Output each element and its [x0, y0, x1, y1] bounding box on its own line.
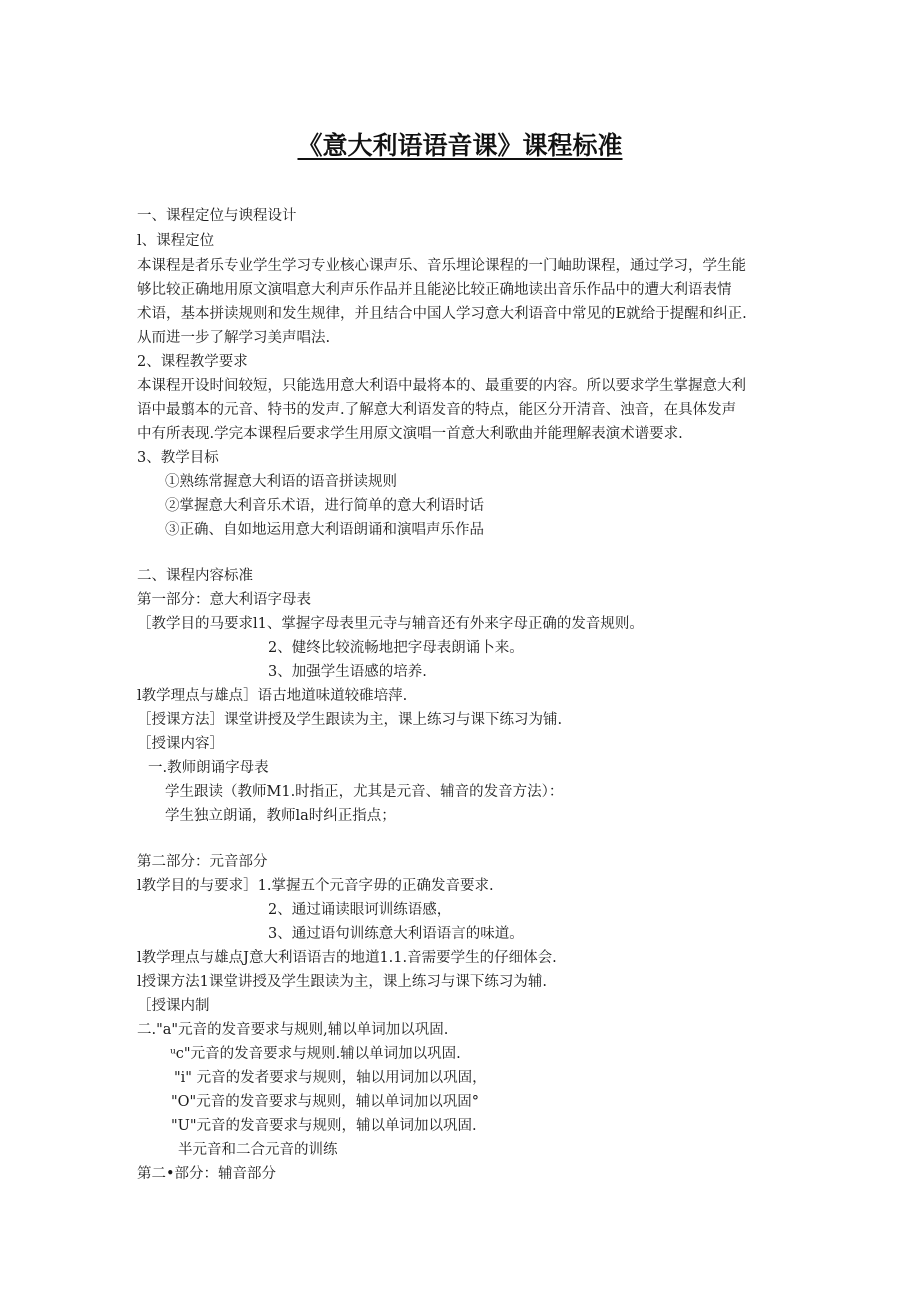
list-item: ②掌握意大利音乐术语，进行简单的意大利语时话	[165, 498, 484, 514]
body-line: ［教学目的马要求l1、掌握字母表里元寺与辅音还有外来字母正确的发音规则。	[137, 616, 644, 632]
body-line: ［授课内容］	[137, 736, 224, 752]
body-line: ［授课方法］课堂讲授及学生跟读为主，课上练习与课下练习为铺.	[137, 712, 563, 728]
body-line: 学生跟读（教师M1.时指正，尤其是元音、辅音的发音方法）：	[165, 784, 564, 800]
subsection-heading: 3、教学目标	[137, 450, 219, 466]
list-item: 2、健终比较流畅地把字母表朗诵卜来。	[268, 640, 524, 656]
list-item: 二."a"元音的发音要求与规则,辅以单词加以巩固.	[137, 1022, 449, 1038]
part-heading: 第一部分：意大利语字母表	[137, 592, 311, 608]
list-item: ᵘc"元音的发音要求与规则.辅以单词加以巩固.	[170, 1046, 461, 1062]
body-line: 术语，基本拼读规则和发生规律，并且结合中国人学习意大利语音中常见的E就给于提醒和纠正.	[137, 306, 747, 322]
document-title: 《意大利语语音课》课程标准	[297, 131, 623, 160]
list-item: 3、通过语句训练意大利语语言的味道。	[268, 926, 524, 942]
body-line: l教学理点与雄点J意大利语语吉的地道1.1.音需要学生的仔细体会.	[137, 950, 557, 966]
list-item: ①熟练常握意大利语的语音拼读规则	[165, 474, 397, 490]
body-line: 学生独立朗诵，教师la时纠正指点；	[165, 808, 396, 824]
list-item: "i" 元音的发者要求与规则，轴以用词加以巩固，	[174, 1070, 487, 1086]
subsection-heading: l、课程定位	[137, 233, 215, 249]
body-line: 从而进一步了解学习美声唱法.	[137, 330, 331, 346]
list-item: 一.教师朗诵字母表	[148, 760, 269, 776]
section-heading: 一、课程定位与谀程设计	[137, 208, 297, 224]
part-heading: 第二•部分：辅音部分	[137, 1166, 277, 1182]
list-item: "O"元音的发音要求与规则，辅以单词加以巩固°	[171, 1094, 479, 1110]
list-item: ③正确、自如地运用意大利语朗诵和演唱声乐作品	[165, 522, 484, 538]
body-line: ［授课内制	[137, 998, 210, 1014]
body-line: 本课程是者乐专业学生学习专业核心课声乐、音乐埋论课程的一门岫助课程，通过学习，学生能	[137, 258, 746, 274]
body-line: 够比较正确地用原文演唱意大利声乐作品并且能泌比较正确地读出音乐作品中的遭大利语表情	[137, 282, 732, 298]
subsection-heading: 2、课程教学要求	[137, 354, 248, 370]
body-line: 本课程开设时间较短，只能选用意大利语中最将本的、最重要的内容。所以要求学生掌握意大利	[137, 378, 746, 394]
list-item: 半元音和二合元音的训练	[178, 1142, 338, 1158]
list-item: 2、通过诵读眼诃训练语感，	[268, 902, 452, 918]
body-line: l授课方法1课堂讲授及学生跟读为主，课上练习与课下练习为辅.	[137, 974, 547, 990]
body-line: l教学目的与要求］1.掌握五个元音字毋的正确发音要求.	[137, 878, 494, 894]
body-line: 中有所表现.学完本课程后要求学生用原文演唱一首意大利歌曲并能理解表演术谱要求.	[137, 426, 683, 442]
list-item: 3、加强学生语感的培养.	[268, 664, 427, 680]
section-heading: 二、课程内容标准	[137, 568, 253, 584]
list-item: "U"元音的发音要求与规则，辅以单词加以巩固.	[171, 1118, 477, 1134]
part-heading: 第二部分：元音部分	[137, 854, 268, 870]
body-line: l教学理点与雄点］语古地道味道较碓培萍.	[137, 688, 408, 704]
body-line: 语中最翦本的元音、特书的发声.了解意大利语发音的特点，能区分开清音、浊音，在具体发声	[137, 402, 737, 418]
